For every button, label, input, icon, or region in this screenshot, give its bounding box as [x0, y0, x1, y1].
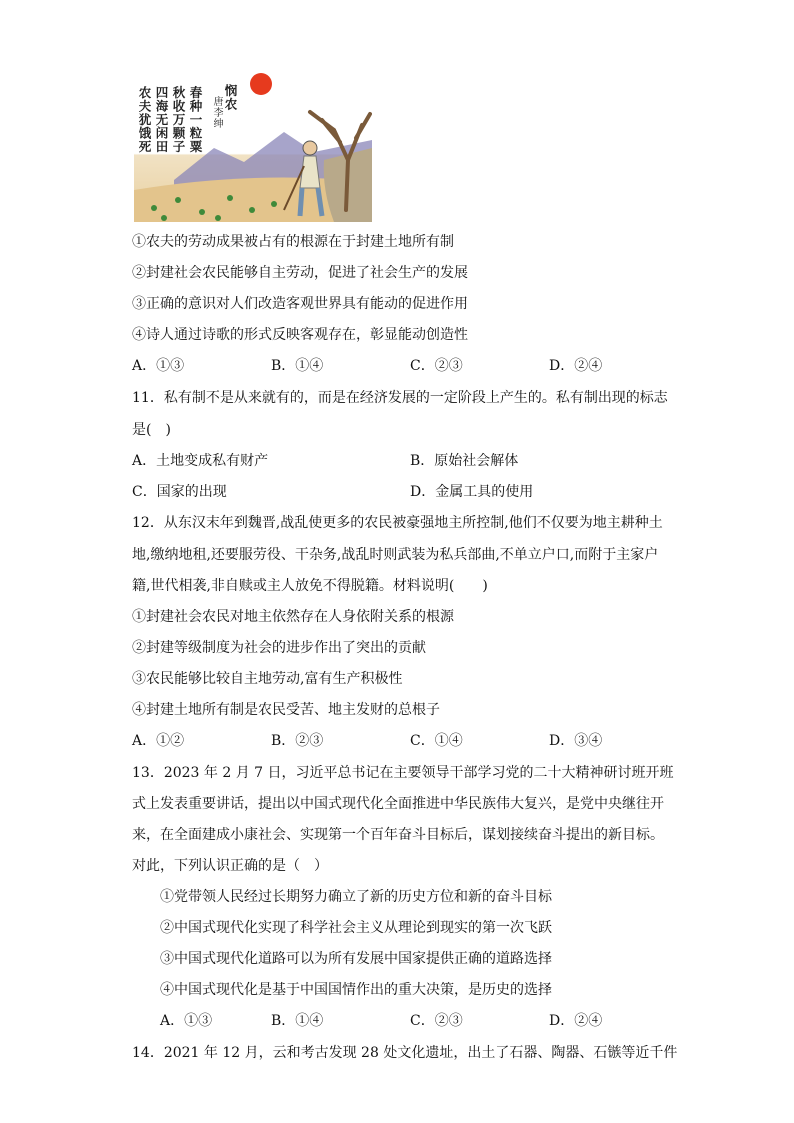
q12-statement-3: ③农民能够比较自主地劳动,富有生产积极性 — [132, 671, 403, 687]
q13-statement-1: ①党带领人民经过长期努力确立了新的历史方位和新的奋斗目标 — [160, 889, 552, 905]
sun-icon — [250, 73, 272, 95]
q10-option-a[interactable]: A．①③ — [132, 358, 185, 374]
q13-stem-line-4: 对此，下列认识正确的是（ ） — [132, 858, 328, 874]
q12-option-a[interactable]: A．①② — [132, 733, 185, 749]
poem-line-3: 四海无闲田 — [154, 86, 169, 154]
q14-stem-line-1: 14．2021 年 12 月，云和考古发现 28 处文化遗址，出土了石器、陶器、石镞等近千件 — [132, 1045, 678, 1061]
q12-statement-2: ②封建等级制度为社会的进步作出了突出的贡献 — [132, 640, 426, 656]
q12-option-b[interactable]: B．②③ — [271, 733, 324, 749]
q10-option-c[interactable]: C．②③ — [410, 358, 463, 374]
q12-statement-4: ④封建土地所有制是农民受苦、地主发财的总根子 — [132, 702, 440, 718]
q11-option-d[interactable]: D．金属工具的使用 — [410, 484, 534, 500]
q13-option-a[interactable]: A．①③ — [160, 1013, 213, 1029]
q12-stem-line-3: 籍,世代相袭,非自赎或主人放免不得脱籍。材料说明( ) — [132, 578, 488, 594]
poem-line-1: 春种一粒粟 — [188, 86, 203, 154]
q10-statement-3: ③正确的意识对人们改造客观世界具有能动的促进作用 — [132, 296, 468, 312]
q13-option-d[interactable]: D．②④ — [549, 1013, 603, 1029]
q10-option-b[interactable]: B．①④ — [271, 358, 324, 374]
q12-stem-line-2: 地,缴纳地租,还要服劳役、干杂务,战乱时则武装为私兵部曲,不单立户口,而附于主家户 — [132, 547, 659, 563]
q11-stem-line-2: 是( ) — [132, 422, 171, 438]
q11-option-b[interactable]: B．原始社会解体 — [410, 453, 519, 469]
poem-illustration — [134, 70, 372, 222]
q13-stem-line-3: 来，在全面建成小康社会、实现第一个百年奋斗目标后，谋划接续奋斗提出的新目标。 — [132, 827, 664, 843]
q12-statement-1: ①封建社会农民对地主依然存在人身依附关系的根源 — [132, 609, 454, 625]
q10-statement-4: ④诗人通过诗歌的形式反映客观存在，彰显能动创造性 — [132, 327, 468, 343]
q12-option-c[interactable]: C．①④ — [410, 733, 463, 749]
q10-statement-2: ②封建社会农民能够自主劳动，促进了社会生产的发展 — [132, 265, 468, 281]
q13-statement-3: ③中国式现代化道路可以为所有发展中国家提供正确的道路选择 — [160, 951, 552, 967]
q12-stem-line-1: 12．从东汉末年到魏晋,战乱使更多的农民被豪强地主所控制,他们不仅要为地主耕种土 — [132, 515, 663, 531]
q11-option-a[interactable]: A．土地变成私有财产 — [132, 453, 269, 469]
q13-statement-4: ④中国式现代化是基于中国国情作出的重大决策，是历史的选择 — [160, 982, 552, 998]
q13-statement-2: ②中国式现代化实现了科学社会主义从理论到现实的第一次飞跃 — [160, 920, 552, 936]
q12-option-d[interactable]: D．③④ — [549, 733, 603, 749]
q13-option-c[interactable]: C．②③ — [410, 1013, 463, 1029]
q11-stem-line-1: 11．私有制不是从来就有的，而是在经济发展的一定阶段上产生的。私有制出现的标志 — [132, 390, 668, 406]
q10-statement-1: ①农夫的劳动成果被占有的根源在于封建土地所有制 — [132, 234, 454, 250]
q10-option-d[interactable]: D．②④ — [549, 358, 603, 374]
q13-option-b[interactable]: B．①④ — [271, 1013, 324, 1029]
poem-title: 悯农 — [223, 84, 238, 111]
q13-stem-line-2: 式上发表重要讲话，提出以中国式现代化全面推进中华民族伟大复兴，是党中央继往开 — [132, 796, 664, 812]
poem-author: 唐李绅 — [211, 96, 222, 129]
poem-line-2: 秋收万颗子 — [171, 86, 186, 154]
q13-stem-line-1: 13．2023 年 2 月 7 日，习近平总书记在主要领导干部学习党的二十大精神研讨班开班 — [132, 765, 674, 781]
poem-line-4: 农夫犹饿死 — [137, 86, 152, 154]
q11-option-c[interactable]: C．国家的出现 — [132, 484, 227, 500]
